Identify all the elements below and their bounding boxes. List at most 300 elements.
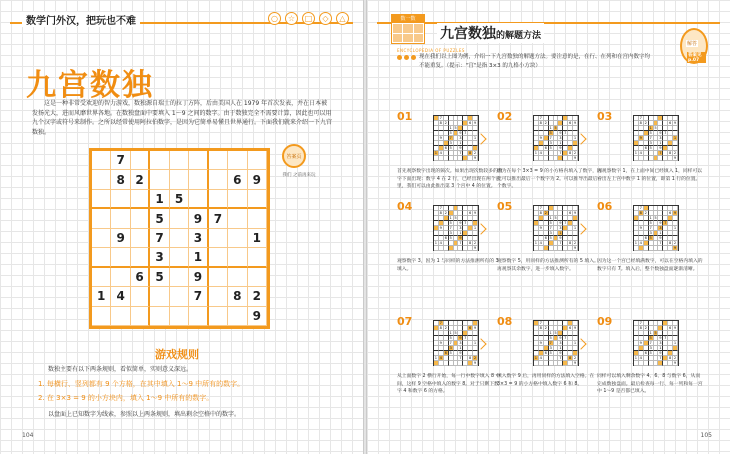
mini-cell: 1 — [659, 141, 662, 145]
mini-cell: 4 — [539, 151, 542, 155]
sudoku-cell: 8 — [111, 170, 130, 189]
mini-cell: 2 — [673, 241, 677, 245]
mini-cell: 3 — [549, 141, 552, 145]
corner-label: 数一数 — [392, 15, 424, 23]
sudoku-cell — [209, 151, 228, 170]
mini-cell: 7 — [639, 116, 642, 120]
mini-cell: 3 — [559, 136, 562, 140]
mini-cell: 1 — [473, 226, 477, 230]
rules-conclusion: 以盘面上已知数字为线索，参照以上两条规则，填出剩余空格中的数字。 — [48, 411, 241, 418]
mini-cell: 1 — [673, 136, 677, 140]
sudoku-cell — [189, 151, 208, 170]
mini-cell: 5 — [554, 126, 557, 130]
sudoku-cell: 7 — [111, 151, 130, 170]
rule-2: 2. 在 3×3 = 9 的小方块内，填入 1～9 中所有的数字。 — [38, 394, 214, 402]
mini-cell: 6 — [644, 351, 647, 355]
mini-cell: 9 — [459, 146, 462, 150]
mini-cell: 1 — [634, 356, 638, 360]
sudoku-cell — [131, 229, 150, 248]
mini-cell: 7 — [449, 136, 452, 140]
step-description: 从上面数字 2 横行开始，每一行中数字填入 8 中间，这样 9 空格中填入的数字 8。对于只剩下数字 4 和数字 6 的方格。 — [397, 374, 501, 394]
mini-cell: 7 — [659, 356, 662, 360]
mini-cell: 5 — [554, 216, 557, 220]
mini-cell: 9 — [539, 341, 542, 345]
sudoku-cell — [170, 287, 189, 306]
mini-cell: 4 — [439, 151, 442, 155]
sudoku-cell — [228, 248, 247, 267]
mini-cell: 8 — [639, 211, 642, 215]
intro-paragraph: 这是一种非常受欢迎的智力游戏，数独源自瑞士的拉丁方阵，后由美国人在 1979 年首次发表，并在日本被发扬光大，进而风靡世界各地。在数独盘面中要填入 1～9 之间的数字。由于数独完全不需要计算，因此也可以用九个汉字或符号来制作。之所以经常使用阿拉伯数字，是因为它简单易懂且世界通行。下面我们就来介绍一下九宫数独。 — [32, 100, 333, 136]
mini-cell: 3 — [449, 231, 452, 235]
mini-cell: 9 — [639, 341, 642, 345]
sudoku-cell — [131, 287, 150, 306]
mini-cell: 8 — [569, 151, 572, 155]
mini-cell: 7 — [549, 226, 552, 230]
page-number-left: 104 — [22, 432, 34, 439]
mini-cell: 3 — [649, 231, 652, 235]
sudoku-cell: 2 — [131, 170, 150, 189]
mini-cell: 8 — [569, 356, 572, 360]
sudoku-cell — [111, 268, 130, 287]
step-description: 因为这一个宫已经填满数字，可以在空格内填入的数字只有 7。填入后，整个数独盘面逐渐清晰。 — [597, 259, 703, 272]
sudoku-cell — [209, 248, 228, 267]
encyclopedia-label: ENCYCLOPEDIA OF PUZZLES — [397, 48, 465, 53]
mini-cell: 1 — [573, 136, 577, 140]
mini-cell: 4 — [639, 151, 642, 155]
mini-cell: 7 — [464, 336, 467, 340]
mini-cell: 6 — [469, 211, 472, 215]
sudoku-cell — [228, 190, 247, 209]
step-mini-grid — [533, 115, 579, 161]
mini-cell: 1 — [459, 231, 462, 235]
mini-cell: 8 — [439, 326, 442, 330]
sudoku-cell — [131, 248, 150, 267]
mini-cell: 6 — [644, 236, 647, 240]
mini-cell: 7 — [539, 116, 542, 120]
mini-cell: 5 — [549, 351, 552, 355]
mini-cell: 1 — [634, 151, 638, 155]
mini-cell: 1 — [559, 141, 562, 145]
mini-cell: 9 — [559, 236, 562, 240]
sudoku-cell — [189, 307, 208, 326]
mini-cell: 1 — [534, 151, 538, 155]
sudoku-cell — [170, 151, 189, 170]
mini-cell: 4 — [639, 241, 642, 245]
mini-cell: 1 — [559, 231, 562, 235]
mini-cell: 2 — [544, 211, 547, 215]
mini-cell: 9 — [573, 246, 577, 250]
mini-cell: 7 — [659, 241, 662, 245]
sudoku-cell — [209, 229, 228, 248]
sudoku-cell: 9 — [189, 268, 208, 287]
mini-cell: 7 — [449, 341, 452, 345]
mini-cell: 1 — [449, 216, 452, 220]
mini-cell: 7 — [559, 356, 562, 360]
sudoku-cell — [92, 268, 111, 287]
step-panel — [597, 315, 712, 422]
sudoku-cell — [131, 307, 150, 326]
mini-cell: 2 — [644, 211, 647, 215]
mini-cell: 8 — [669, 151, 672, 155]
mini-cell: 3 — [449, 346, 452, 350]
mini-cell: 5 — [649, 221, 652, 225]
answer-badge-top: 解答 — [687, 41, 698, 47]
mini-cell: 9 — [639, 136, 642, 140]
mini-cell: 9 — [459, 351, 462, 355]
sudoku-cell — [92, 209, 111, 228]
mini-cell: 1 — [659, 231, 662, 235]
sudoku-cell — [189, 170, 208, 189]
mini-cell: 9 — [659, 131, 662, 135]
step-panel — [497, 200, 612, 307]
sudoku-cell — [131, 151, 150, 170]
mini-cell: 6 — [669, 121, 672, 125]
step-description: 观察数字 5，用同样的方法推测所有的 5 填入。再观察其余数字，进一步填入数字。 — [497, 259, 599, 272]
mini-cell: 6 — [444, 236, 447, 240]
mini-cell: 2 — [473, 151, 477, 155]
step-description: 再观察数字 1，在上面中间已经填入 1，同样可以看出左上宫中数字 1 的位置，即第 1 行的位置。 — [597, 169, 703, 182]
mini-cell: 5 — [649, 351, 652, 355]
mini-cell: 1 — [449, 331, 452, 335]
mini-cell: 8 — [469, 151, 472, 155]
sudoku-cell — [189, 190, 208, 209]
step-description: 首先观察数字出现的频次。如果出现次数较多的数字下面出现：数字 4 在 2 行，已经出现在两个宫里，我们可以由此推出第 3 个宫中 4 的位置。 — [397, 169, 503, 189]
mini-cell: 9 — [439, 226, 442, 230]
mini-cell: 9 — [559, 336, 562, 340]
mini-cell: 2 — [444, 326, 447, 330]
mini-cell: 1 — [534, 356, 538, 360]
mini-cell: 4 — [639, 356, 642, 360]
mini-cell: 2 — [644, 326, 647, 330]
mini-cell: 8 — [469, 241, 472, 245]
step-number: 07 — [397, 315, 413, 328]
right-title — [437, 23, 544, 43]
mini-cell: 9 — [639, 226, 642, 230]
mini-cell: 9 — [559, 221, 562, 225]
mini-cell: 5 — [654, 216, 657, 220]
step-number: 04 — [397, 200, 413, 213]
sudoku-cell — [111, 307, 130, 326]
mini-cell: 6 — [469, 121, 472, 125]
mini-cell: 9 — [473, 121, 477, 125]
sudoku-cell: 4 — [111, 287, 130, 306]
header-icons — [268, 12, 349, 25]
mini-cell: 9 — [659, 336, 662, 340]
mini-cell: 4 — [539, 241, 542, 245]
sudoku-cell — [111, 190, 130, 209]
mini-cell: 6 — [644, 146, 647, 150]
mini-cell: 2 — [644, 121, 647, 125]
mini-cell: 9 — [473, 361, 477, 365]
sudoku-cell — [170, 268, 189, 287]
sudoku-cell: 9 — [248, 170, 267, 189]
page-title: 九宫数独 — [26, 68, 154, 103]
mini-cell: 4 — [439, 241, 442, 245]
mini-cell: 6 — [444, 351, 447, 355]
sudoku-cell — [170, 209, 189, 228]
mini-cell: 9 — [673, 156, 677, 160]
mini-cell: 7 — [549, 136, 552, 140]
sudoku-cell: 5 — [150, 268, 169, 287]
mini-cell: 9 — [473, 326, 477, 330]
sudoku-cell: 5 — [150, 209, 169, 228]
mini-cell: 8 — [469, 356, 472, 360]
right-title-sub: 的解题方法 — [496, 31, 542, 41]
mini-cell: 7 — [459, 241, 462, 245]
mini-cell: 9 — [659, 146, 662, 150]
mini-cell: 7 — [649, 341, 652, 345]
mini-cell: 9 — [673, 246, 677, 250]
mini-cell: 7 — [539, 206, 542, 210]
step-mini-grid — [633, 205, 679, 251]
step-description: 因为在每个 3×3 = 9 的小方格内填入了数字，因此可以推出最后一个数字为 2。可以推导出最后一个数字。 — [497, 169, 603, 189]
mini-cell: 1 — [534, 241, 538, 245]
mini-cell: 1 — [549, 126, 552, 130]
mini-cell: 3 — [549, 346, 552, 350]
sudoku-cell — [228, 209, 247, 228]
diamond-icon: ◇ — [319, 12, 332, 25]
step-panel — [397, 200, 512, 307]
sudoku-cell — [170, 248, 189, 267]
mini-cell: 9 — [659, 221, 662, 225]
step-description: 观察数字 3，因为 1 与同样的方法推测所有的 3 填入。 — [397, 259, 499, 272]
mini-cell: 9 — [673, 326, 677, 330]
corner-logo — [391, 14, 425, 44]
mini-cell: 6 — [569, 211, 572, 215]
mini-cell: 5 — [649, 236, 652, 240]
sudoku-cell — [92, 151, 111, 170]
mini-cell: 8 — [539, 326, 542, 330]
step-mini-grid — [533, 205, 579, 251]
sudoku-cell — [248, 248, 267, 267]
sudoku-cell — [92, 229, 111, 248]
mini-cell: 7 — [649, 136, 652, 140]
mini-cell: 1 — [673, 341, 677, 345]
step-number: 01 — [397, 110, 413, 123]
header-rule-right — [377, 22, 720, 24]
mini-cell: 7 — [539, 321, 542, 325]
mini-cell: 3 — [459, 341, 462, 345]
sudoku-cell — [209, 190, 228, 209]
mini-cell: 7 — [659, 151, 662, 155]
mini-cell: 1 — [649, 216, 652, 220]
page-number-right: 105 — [700, 432, 712, 439]
mini-cell: 9 — [459, 336, 462, 340]
mini-cell: 7 — [459, 151, 462, 155]
mini-cell: 5 — [449, 221, 452, 225]
mini-cell: 1 — [434, 151, 438, 155]
sudoku-cell — [228, 229, 247, 248]
triangle-icon: △ — [336, 12, 349, 25]
mini-cell: 4 — [539, 356, 542, 360]
sudoku-cell: 6 — [228, 170, 247, 189]
sudoku-cell — [170, 307, 189, 326]
mini-cell: 5 — [454, 216, 457, 220]
mini-cell: 1 — [473, 341, 477, 345]
mini-cell: 8 — [439, 121, 442, 125]
sudoku-cell: 9 — [189, 209, 208, 228]
step-number: 05 — [497, 200, 513, 213]
mini-cell: 2 — [473, 356, 477, 360]
mini-cell: 5 — [554, 331, 557, 335]
mini-cell: 5 — [449, 146, 452, 150]
sudoku-cell — [228, 268, 247, 287]
mini-cell: 2 — [544, 121, 547, 125]
answer-badge — [680, 28, 708, 64]
mini-cell: 8 — [639, 121, 642, 125]
mini-cell: 7 — [439, 321, 442, 325]
mini-cell: 9 — [659, 236, 662, 240]
mini-cell: 6 — [569, 121, 572, 125]
mini-cell: 9 — [459, 131, 462, 135]
sudoku-cell — [150, 170, 169, 189]
mini-cell: 1 — [634, 241, 638, 245]
rules-title: 游戏规则 — [155, 348, 199, 361]
step-number: 06 — [597, 200, 613, 213]
mini-cell: 3 — [649, 141, 652, 145]
star-icon: ☆ — [285, 12, 298, 25]
mini-cell: 9 — [573, 156, 577, 160]
mini-cell: 5 — [549, 146, 552, 150]
mini-cell: 7 — [464, 221, 467, 225]
mini-cell: 5 — [549, 131, 552, 135]
step-mini-grid — [633, 320, 679, 366]
mini-cell: 7 — [559, 151, 562, 155]
sudoku-cell — [209, 287, 228, 306]
sudoku-cell — [170, 170, 189, 189]
sudoku-cell: 9 — [248, 307, 267, 326]
square-icon: □ — [302, 12, 315, 25]
step-description: 填入数字 9 后，再用同样的方法填入空格。在 3×3 = 9 的小方格中填入数字 6 和 8。 — [497, 374, 595, 387]
mini-cell: 9 — [459, 236, 462, 240]
sudoku-puzzle-grid — [89, 148, 270, 329]
sudoku-cell — [92, 170, 111, 189]
step-mini-grid — [633, 115, 679, 161]
mini-cell: 6 — [569, 326, 572, 330]
sudoku-cell — [248, 268, 267, 287]
rules-intro: 数独主要有以下两条规则，看似简单，实则意义深远。 — [48, 366, 193, 373]
mini-cell: 5 — [654, 126, 657, 130]
mini-cell: 1 — [673, 226, 677, 230]
series-title: 数学门外汉，把玩也不难 — [22, 12, 140, 27]
mini-cell: 7 — [664, 336, 667, 340]
mini-cell: 9 — [673, 211, 677, 215]
mini-cell: 8 — [669, 356, 672, 360]
answer-badge-bottom: 答案见p.07 — [687, 52, 706, 63]
mini-cell: 1 — [649, 126, 652, 130]
mini-cell: 5 — [449, 336, 452, 340]
sudoku-cell: 1 — [92, 287, 111, 306]
mini-cell: 3 — [559, 341, 562, 345]
sudoku-cell: 7 — [209, 209, 228, 228]
mini-cell: 6 — [669, 326, 672, 330]
sudoku-cell: 3 — [150, 248, 169, 267]
mini-cell: 9 — [573, 326, 577, 330]
step-panel — [497, 315, 612, 422]
mini-cell: 5 — [649, 146, 652, 150]
mini-cell: 2 — [473, 241, 477, 245]
mini-cell: 9 — [539, 226, 542, 230]
mini-cell: 5 — [549, 221, 552, 225]
sudoku-cell: 6 — [131, 268, 150, 287]
mini-cell: 3 — [559, 226, 562, 230]
mini-cell: 8 — [669, 241, 672, 245]
sudoku-cell — [92, 307, 111, 326]
mini-cell: 7 — [439, 116, 442, 120]
mini-cell: 1 — [659, 346, 662, 350]
mini-cell: 5 — [449, 131, 452, 135]
mini-cell: 5 — [454, 126, 457, 130]
mini-cell: 9 — [459, 221, 462, 225]
mini-cell: 3 — [459, 136, 462, 140]
mini-cell: 7 — [449, 226, 452, 230]
mini-cell: 9 — [473, 211, 477, 215]
sudoku-cell — [209, 307, 228, 326]
step-number: 03 — [597, 110, 613, 123]
mini-cell: 9 — [559, 131, 562, 135]
sudoku-cell — [131, 190, 150, 209]
mini-cell: 1 — [549, 331, 552, 335]
mini-cell: 2 — [573, 241, 577, 245]
sudoku-cell — [248, 209, 267, 228]
mini-cell: 9 — [673, 361, 677, 365]
step-panel — [597, 200, 712, 307]
sudoku-cell — [228, 151, 247, 170]
mini-cell: 7 — [664, 221, 667, 225]
step-panel — [397, 315, 512, 422]
bullet-dots-icon — [397, 55, 416, 60]
mini-cell: 1 — [573, 341, 577, 345]
mini-cell: 6 — [469, 326, 472, 330]
sudoku-cell — [209, 268, 228, 287]
mini-cell: 1 — [649, 331, 652, 335]
mini-cell: 9 — [659, 351, 662, 355]
mini-cell: 9 — [439, 136, 442, 140]
mini-cell: 5 — [449, 236, 452, 240]
mini-cell: 9 — [573, 361, 577, 365]
mini-cell: 2 — [544, 326, 547, 330]
step-mini-grid — [433, 205, 479, 251]
sudoku-cell: 9 — [111, 229, 130, 248]
circle-icon: ○ — [268, 12, 281, 25]
sudoku-cell — [248, 151, 267, 170]
mini-cell: 9 — [559, 146, 562, 150]
mini-cell: 2 — [573, 356, 577, 360]
mini-cell: 3 — [659, 341, 662, 345]
mini-cell: 1 — [559, 346, 562, 350]
sudoku-cell: 5 — [170, 190, 189, 209]
mini-cell: 1 — [434, 241, 438, 245]
mini-cell: 1 — [459, 141, 462, 145]
mini-cell: 2 — [673, 356, 677, 360]
mini-cell: 7 — [549, 341, 552, 345]
sudoku-cell — [248, 190, 267, 209]
sudoku-cell — [228, 307, 247, 326]
step-mini-grid — [433, 320, 479, 366]
sudoku-cell — [92, 248, 111, 267]
mini-cell: 1 — [549, 216, 552, 220]
mini-cell: 5 — [449, 351, 452, 355]
sudoku-cell: 1 — [248, 229, 267, 248]
mini-cell: 6 — [544, 236, 547, 240]
mini-cell: 9 — [573, 211, 577, 215]
left-page — [0, 0, 363, 454]
mini-cell: 2 — [444, 121, 447, 125]
mini-cell: 7 — [459, 356, 462, 360]
mini-cell: 7 — [564, 131, 567, 135]
mini-cell: 4 — [439, 356, 442, 360]
sudoku-cell: 8 — [228, 287, 247, 306]
